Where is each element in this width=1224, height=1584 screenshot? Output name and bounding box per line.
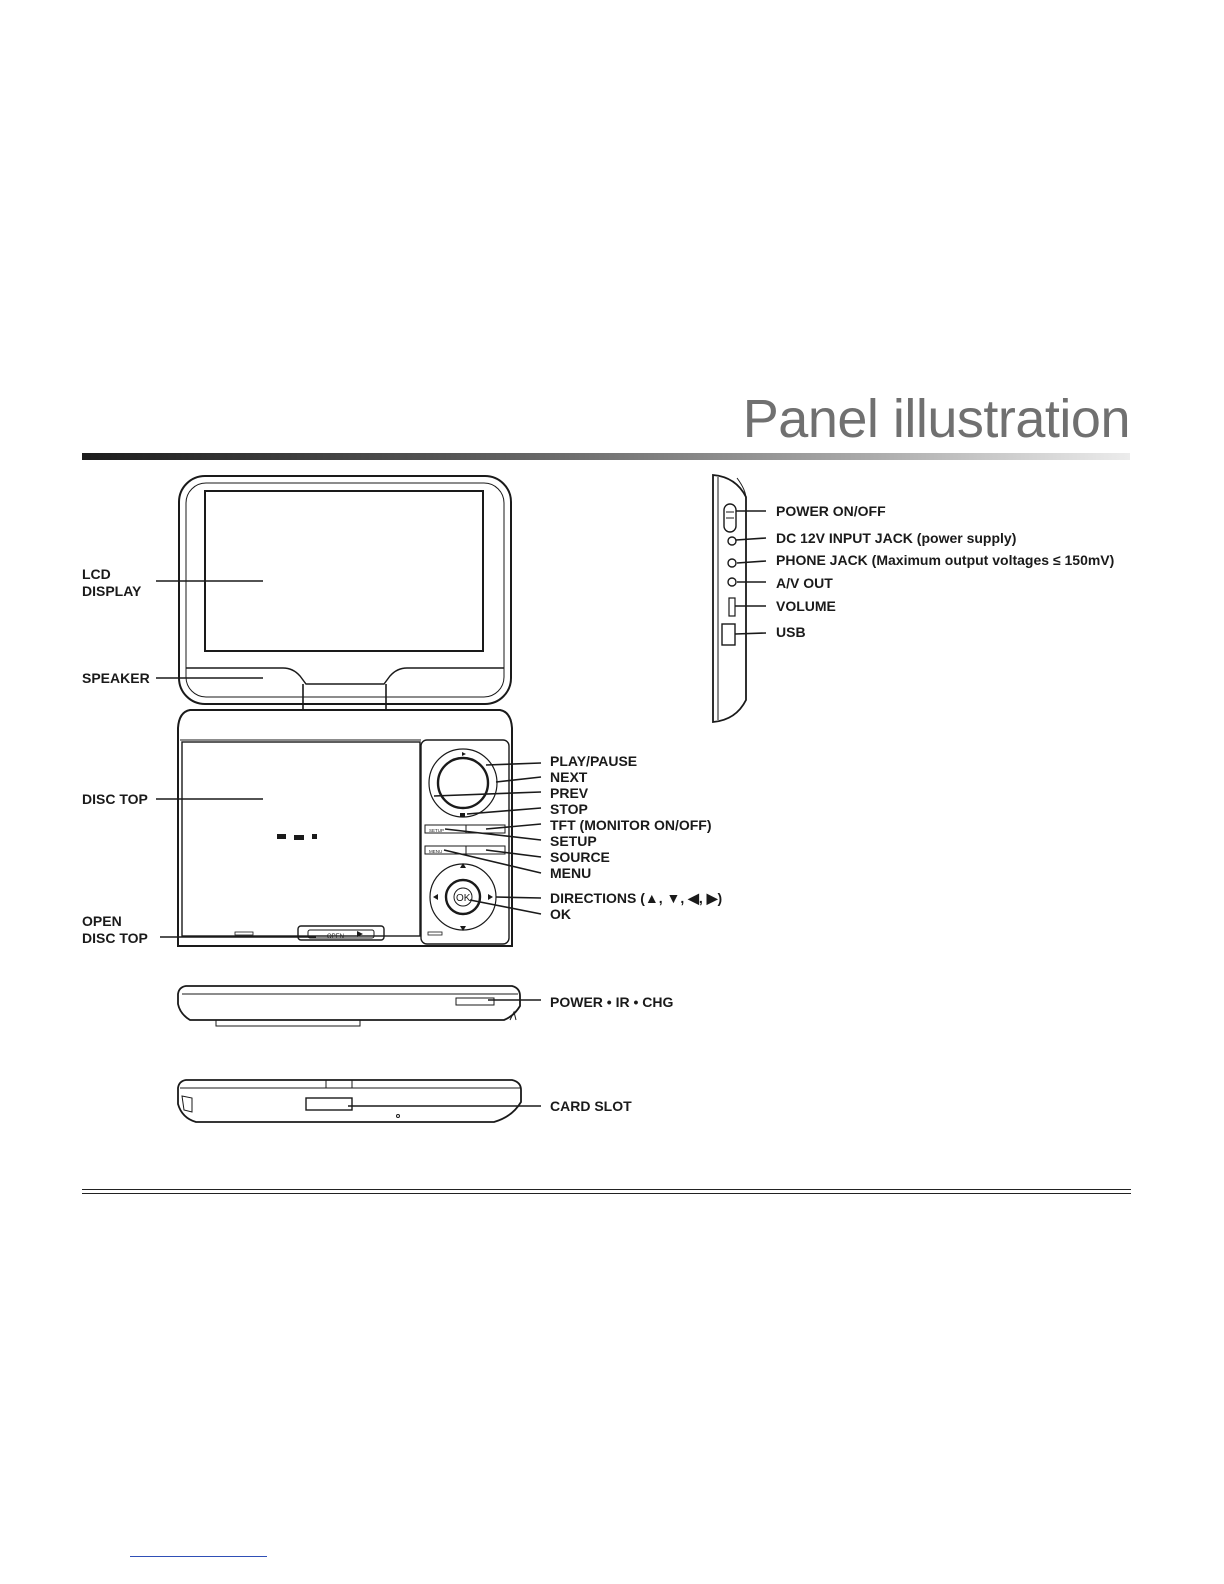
open-marking: OPEN [327, 934, 345, 940]
page-title: Panel illustration [742, 389, 1130, 449]
play-glyph [462, 752, 466, 756]
ok-label: OK [550, 906, 571, 922]
av-out-label: A/V OUT [776, 575, 833, 591]
disc-logo [294, 835, 304, 840]
tft-label: TFT (MONITOR ON/OFF) [550, 817, 712, 833]
usb-port [722, 624, 735, 645]
phone-jack-label: PHONE JACK (Maximum output voltages ≤ 150mV) [776, 552, 1115, 568]
indicator-window [456, 998, 494, 1005]
dc-input-label: DC 12V INPUT JACK (power supply) [776, 530, 1017, 546]
dolby-logo [312, 834, 317, 839]
setup-label: SETUP [550, 833, 597, 849]
prev-label: PREV [550, 785, 589, 801]
source-label: SOURCE [550, 849, 610, 865]
side-view [713, 475, 746, 722]
speaker-label: SPEAKER [82, 670, 150, 686]
power-ir-chg-label: POWER • IR • CHG [550, 994, 674, 1010]
left-arrow-icon [433, 894, 438, 900]
av-out-jack [728, 578, 736, 586]
play-pause-label: PLAY/PAUSE [550, 753, 638, 769]
bottom-link-underline [130, 1556, 267, 1557]
right-arrow-icon [488, 894, 493, 900]
phone-jack [728, 559, 736, 567]
stop-label: STOP [550, 801, 588, 817]
directions-label: DIRECTIONS (▲, ▼, ◀, ▶) [550, 890, 723, 906]
volume-label: VOLUME [776, 598, 836, 614]
rear-edge-view [178, 1080, 521, 1122]
dvd-logo [277, 834, 286, 839]
stop-glyph [460, 813, 465, 817]
next-label: NEXT [550, 769, 588, 785]
front-edge-view [178, 986, 520, 1026]
menu-marking: MENU [429, 849, 443, 854]
card-slot [306, 1098, 352, 1110]
speaker-grille [186, 668, 504, 684]
card-slot-label: CARD SLOT [550, 1098, 632, 1114]
usb-label: USB [776, 624, 806, 640]
ok-marking: OK [456, 893, 471, 904]
volume-wheel [729, 598, 735, 616]
power-on-off-label: POWER ON/OFF [776, 503, 886, 519]
disc-top-label: DISC TOP [82, 791, 148, 807]
play-pause-dial [438, 758, 488, 808]
footer-rule [82, 1189, 1131, 1194]
base-unit [178, 710, 512, 946]
open-disc-top-label: OPEN DISC TOP [82, 913, 148, 946]
setup-marking: SETUP [429, 828, 445, 833]
dial-outer [429, 749, 497, 817]
menu-label: MENU [550, 865, 592, 881]
lcd-display-label: LCD DISPLAY [82, 566, 142, 599]
lcd-screen [205, 491, 483, 651]
dc-jack [728, 537, 736, 545]
screen-unit [179, 476, 511, 710]
